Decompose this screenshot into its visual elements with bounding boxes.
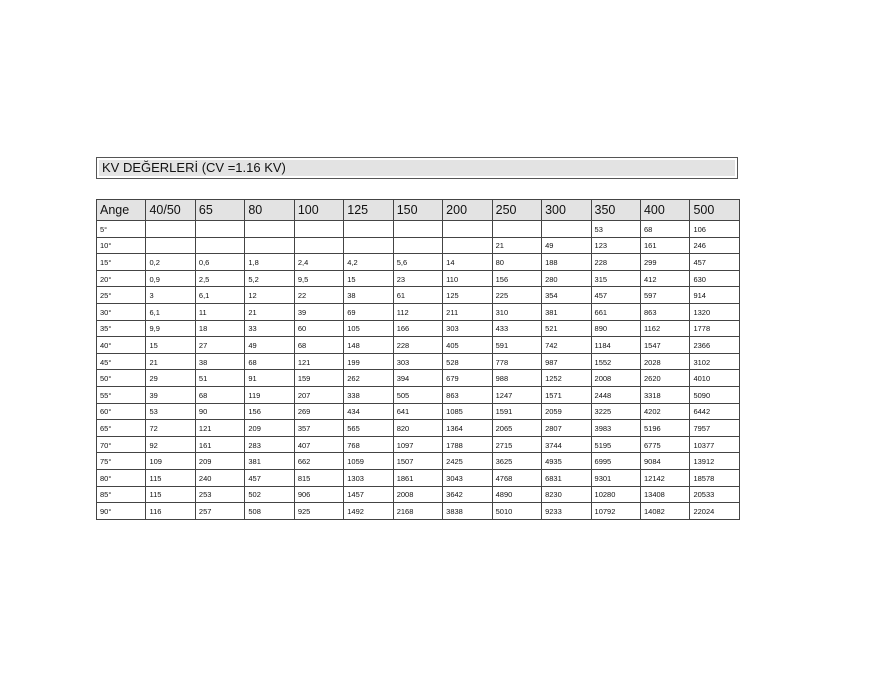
table-cell: 1162 — [640, 320, 689, 337]
table-cell — [245, 221, 294, 238]
table-cell: 815 — [294, 469, 343, 486]
angle-cell: 75° — [97, 453, 146, 470]
table-cell: 3983 — [591, 420, 640, 437]
angle-cell: 55° — [97, 386, 146, 403]
table-cell: 6831 — [542, 469, 591, 486]
table-cell: 105 — [344, 320, 393, 337]
table-cell: 72 — [146, 420, 195, 437]
table-cell: 27 — [195, 337, 244, 354]
table-cell: 9,9 — [146, 320, 195, 337]
table-cell: 38 — [195, 353, 244, 370]
table-cell: 10280 — [591, 486, 640, 503]
table-cell: 15 — [344, 270, 393, 287]
table-cell: 521 — [542, 320, 591, 337]
table-cell: 262 — [344, 370, 393, 387]
table-row — [97, 486, 740, 503]
table-cell — [492, 221, 541, 238]
table-cell: 39 — [294, 303, 343, 320]
table-cell: 9084 — [640, 453, 689, 470]
table-cell: 6995 — [591, 453, 640, 470]
table-row — [97, 237, 740, 254]
table-cell: 1097 — [393, 436, 442, 453]
table-cell: 125 — [443, 287, 492, 304]
angle-cell: 25° — [97, 287, 146, 304]
table-cell: 2059 — [542, 403, 591, 420]
table-cell: 2168 — [393, 503, 442, 520]
table-cell: 38 — [344, 287, 393, 304]
table-cell: 2425 — [443, 453, 492, 470]
table-cell: 9233 — [542, 503, 591, 520]
table-cell: 1547 — [640, 337, 689, 354]
angle-cell: 50° — [97, 370, 146, 387]
table-cell: 1571 — [542, 386, 591, 403]
column-header: 300 — [542, 200, 591, 221]
table-cell: 4768 — [492, 469, 541, 486]
table-row — [97, 270, 740, 287]
table-cell: 679 — [443, 370, 492, 387]
table-cell: 890 — [591, 320, 640, 337]
table-cell: 68 — [640, 221, 689, 238]
table-cell: 246 — [690, 237, 740, 254]
table-row — [97, 320, 740, 337]
table-cell: 1552 — [591, 353, 640, 370]
table-row — [97, 303, 740, 320]
table-cell: 228 — [591, 254, 640, 271]
table-cell: 1788 — [443, 436, 492, 453]
table-cell: 14082 — [640, 503, 689, 520]
table-cell: 53 — [591, 221, 640, 238]
table-cell: 3 — [146, 287, 195, 304]
table-cell: 269 — [294, 403, 343, 420]
table-cell: 338 — [344, 386, 393, 403]
table-cell: 39 — [146, 386, 195, 403]
table-cell: 92 — [146, 436, 195, 453]
table-cell: 2065 — [492, 420, 541, 437]
table-cell: 14 — [443, 254, 492, 271]
table-cell: 1364 — [443, 420, 492, 437]
table-cell: 2448 — [591, 386, 640, 403]
table-cell: 508 — [245, 503, 294, 520]
table-cell: 863 — [640, 303, 689, 320]
column-header: 80 — [245, 200, 294, 221]
table-row — [97, 353, 740, 370]
table-cell: 68 — [195, 386, 244, 403]
table-cell: 1252 — [542, 370, 591, 387]
table-cell: 434 — [344, 403, 393, 420]
table-cell: 2028 — [640, 353, 689, 370]
angle-cell: 35° — [97, 320, 146, 337]
column-header: 150 — [393, 200, 442, 221]
table-cell — [443, 237, 492, 254]
table-cell: 13408 — [640, 486, 689, 503]
table-cell: 12 — [245, 287, 294, 304]
table-cell: 207 — [294, 386, 343, 403]
table-cell: 0,9 — [146, 270, 195, 287]
table-cell: 1,8 — [245, 254, 294, 271]
table-cell: 5196 — [640, 420, 689, 437]
table-cell: 240 — [195, 469, 244, 486]
column-header: 40/50 — [146, 200, 195, 221]
table-cell: 405 — [443, 337, 492, 354]
table-cell: 3043 — [443, 469, 492, 486]
table-cell: 53 — [146, 403, 195, 420]
table-cell: 121 — [294, 353, 343, 370]
table-cell: 1778 — [690, 320, 740, 337]
table-cell: 315 — [591, 270, 640, 287]
table-cell: 22024 — [690, 503, 740, 520]
table-cell: 3625 — [492, 453, 541, 470]
table-cell: 914 — [690, 287, 740, 304]
table-cell: 1059 — [344, 453, 393, 470]
table-cell: 2008 — [591, 370, 640, 387]
column-header: 100 — [294, 200, 343, 221]
table-cell: 2715 — [492, 436, 541, 453]
table-cell — [393, 237, 442, 254]
column-header-angle: Ange — [97, 200, 146, 221]
table-cell: 4935 — [542, 453, 591, 470]
table-cell: 21 — [492, 237, 541, 254]
table-cell: 310 — [492, 303, 541, 320]
table-cell: 10792 — [591, 503, 640, 520]
table-cell: 159 — [294, 370, 343, 387]
table-cell: 4010 — [690, 370, 740, 387]
table-cell — [344, 237, 393, 254]
table-cell: 394 — [393, 370, 442, 387]
table-cell: 91 — [245, 370, 294, 387]
angle-cell: 80° — [97, 469, 146, 486]
table-cell: 988 — [492, 370, 541, 387]
page-title: KV DEĞERLERİ (CV =1.16 KV) — [99, 160, 735, 176]
table-cell: 354 — [542, 287, 591, 304]
table-row — [97, 287, 740, 304]
table-cell: 4,2 — [344, 254, 393, 271]
table-cell: 148 — [344, 337, 393, 354]
table-cell: 4890 — [492, 486, 541, 503]
table-cell: 60 — [294, 320, 343, 337]
table-cell: 303 — [393, 353, 442, 370]
table-cell: 112 — [393, 303, 442, 320]
table-cell: 209 — [245, 420, 294, 437]
table-cell: 49 — [245, 337, 294, 354]
table-row — [97, 469, 740, 486]
angle-cell: 10° — [97, 237, 146, 254]
table-cell: 106 — [690, 221, 740, 238]
table-cell: 2008 — [393, 486, 442, 503]
table-cell: 768 — [344, 436, 393, 453]
table-cell: 1507 — [393, 453, 442, 470]
table-cell: 641 — [393, 403, 442, 420]
table-cell: 987 — [542, 353, 591, 370]
table-cell: 661 — [591, 303, 640, 320]
table-cell: 5010 — [492, 503, 541, 520]
table-cell: 1085 — [443, 403, 492, 420]
table-cell: 166 — [393, 320, 442, 337]
table-cell — [294, 237, 343, 254]
table-row — [97, 386, 740, 403]
table-cell: 1247 — [492, 386, 541, 403]
table-cell: 161 — [195, 436, 244, 453]
table-cell: 68 — [245, 353, 294, 370]
table-cell: 20533 — [690, 486, 740, 503]
table-cell: 433 — [492, 320, 541, 337]
table-cell: 12142 — [640, 469, 689, 486]
table-cell: 1591 — [492, 403, 541, 420]
table-cell — [542, 221, 591, 238]
table-cell: 280 — [542, 270, 591, 287]
table-cell: 5195 — [591, 436, 640, 453]
column-header: 400 — [640, 200, 689, 221]
table-cell: 5,2 — [245, 270, 294, 287]
angle-cell: 70° — [97, 436, 146, 453]
table-cell: 283 — [245, 436, 294, 453]
angle-cell: 90° — [97, 503, 146, 520]
angle-cell: 85° — [97, 486, 146, 503]
table-cell: 457 — [690, 254, 740, 271]
table-cell: 80 — [492, 254, 541, 271]
table-cell: 381 — [245, 453, 294, 470]
table-cell: 9301 — [591, 469, 640, 486]
table-cell: 6,1 — [146, 303, 195, 320]
table-cell — [443, 221, 492, 238]
column-header: 125 — [344, 200, 393, 221]
table-cell: 18578 — [690, 469, 740, 486]
table-cell: 22 — [294, 287, 343, 304]
table-cell: 5,6 — [393, 254, 442, 271]
angle-cell: 20° — [97, 270, 146, 287]
table-cell: 528 — [443, 353, 492, 370]
table-cell: 69 — [344, 303, 393, 320]
table-cell — [245, 237, 294, 254]
table-cell: 115 — [146, 469, 195, 486]
table-cell: 6,1 — [195, 287, 244, 304]
table-cell: 906 — [294, 486, 343, 503]
table-cell: 3318 — [640, 386, 689, 403]
table-cell: 6775 — [640, 436, 689, 453]
table-cell: 2,4 — [294, 254, 343, 271]
table-cell: 2,5 — [195, 270, 244, 287]
table-body — [97, 221, 740, 520]
table-cell: 21 — [245, 303, 294, 320]
table-cell: 199 — [344, 353, 393, 370]
table-row — [97, 337, 740, 354]
table-cell: 925 — [294, 503, 343, 520]
table-cell: 407 — [294, 436, 343, 453]
table-cell: 357 — [294, 420, 343, 437]
table-row — [97, 370, 740, 387]
table-cell: 13912 — [690, 453, 740, 470]
table-cell: 123 — [591, 237, 640, 254]
table-cell: 3225 — [591, 403, 640, 420]
table-cell: 591 — [492, 337, 541, 354]
table-cell — [393, 221, 442, 238]
table-cell: 5090 — [690, 386, 740, 403]
table-cell: 3102 — [690, 353, 740, 370]
table-cell: 90 — [195, 403, 244, 420]
column-header: 65 — [195, 200, 244, 221]
table-cell: 110 — [443, 270, 492, 287]
table-cell: 9,5 — [294, 270, 343, 287]
angle-cell: 5° — [97, 221, 146, 238]
table-cell: 51 — [195, 370, 244, 387]
table-cell: 228 — [393, 337, 442, 354]
table-cell: 21 — [146, 353, 195, 370]
table-cell: 18 — [195, 320, 244, 337]
table-cell: 3838 — [443, 503, 492, 520]
table-cell: 1320 — [690, 303, 740, 320]
table-cell: 505 — [393, 386, 442, 403]
table-cell: 109 — [146, 453, 195, 470]
table-row — [97, 403, 740, 420]
column-header: 200 — [443, 200, 492, 221]
table-cell — [146, 237, 195, 254]
table-cell: 778 — [492, 353, 541, 370]
table-cell: 188 — [542, 254, 591, 271]
table-cell: 0,2 — [146, 254, 195, 271]
angle-cell: 15° — [97, 254, 146, 271]
table-cell: 68 — [294, 337, 343, 354]
angle-cell: 40° — [97, 337, 146, 354]
table-cell: 565 — [344, 420, 393, 437]
table-cell: 1861 — [393, 469, 442, 486]
table-cell: 8230 — [542, 486, 591, 503]
table-row — [97, 436, 740, 453]
table-cell: 225 — [492, 287, 541, 304]
table-cell: 209 — [195, 453, 244, 470]
table-cell: 6442 — [690, 403, 740, 420]
table-cell: 630 — [690, 270, 740, 287]
table-cell — [294, 221, 343, 238]
table-cell: 23 — [393, 270, 442, 287]
table-cell: 49 — [542, 237, 591, 254]
table-row — [97, 221, 740, 238]
table-cell: 156 — [492, 270, 541, 287]
table-cell: 597 — [640, 287, 689, 304]
table-cell: 253 — [195, 486, 244, 503]
table-cell: 257 — [195, 503, 244, 520]
table-cell: 2620 — [640, 370, 689, 387]
angle-cell: 45° — [97, 353, 146, 370]
table-row — [97, 420, 740, 437]
table-cell: 10377 — [690, 436, 740, 453]
table-cell — [146, 221, 195, 238]
table-cell: 116 — [146, 503, 195, 520]
table-cell: 412 — [640, 270, 689, 287]
table-cell: 4202 — [640, 403, 689, 420]
table-cell: 457 — [245, 469, 294, 486]
table-cell: 502 — [245, 486, 294, 503]
table-cell: 863 — [443, 386, 492, 403]
table-cell: 662 — [294, 453, 343, 470]
table-cell — [195, 237, 244, 254]
table-cell: 121 — [195, 420, 244, 437]
table-cell: 1492 — [344, 503, 393, 520]
column-header: 500 — [690, 200, 740, 221]
table-cell — [195, 221, 244, 238]
table-cell: 211 — [443, 303, 492, 320]
table-cell: 2366 — [690, 337, 740, 354]
table-cell: 61 — [393, 287, 442, 304]
column-header: 350 — [591, 200, 640, 221]
angle-cell: 60° — [97, 403, 146, 420]
angle-cell: 30° — [97, 303, 146, 320]
table-cell: 303 — [443, 320, 492, 337]
column-header: 250 — [492, 200, 541, 221]
table-cell: 161 — [640, 237, 689, 254]
title-box — [96, 157, 738, 179]
table-row — [97, 503, 740, 520]
table-row — [97, 453, 740, 470]
table-cell: 1457 — [344, 486, 393, 503]
table-cell: 381 — [542, 303, 591, 320]
table-header-row — [97, 200, 740, 221]
table-cell: 156 — [245, 403, 294, 420]
table-cell: 29 — [146, 370, 195, 387]
table-cell: 3744 — [542, 436, 591, 453]
angle-cell: 65° — [97, 420, 146, 437]
table-cell: 299 — [640, 254, 689, 271]
table-cell: 820 — [393, 420, 442, 437]
table-cell: 457 — [591, 287, 640, 304]
table-cell: 11 — [195, 303, 244, 320]
table-cell: 15 — [146, 337, 195, 354]
table-cell: 33 — [245, 320, 294, 337]
table-cell: 119 — [245, 386, 294, 403]
table-cell: 3642 — [443, 486, 492, 503]
table-row — [97, 254, 740, 271]
kv-table — [96, 199, 740, 520]
table-cell — [344, 221, 393, 238]
table-cell: 1303 — [344, 469, 393, 486]
table-cell: 1184 — [591, 337, 640, 354]
table-cell: 7957 — [690, 420, 740, 437]
table-cell: 0,6 — [195, 254, 244, 271]
table-cell: 2807 — [542, 420, 591, 437]
table-cell: 115 — [146, 486, 195, 503]
table-cell: 742 — [542, 337, 591, 354]
